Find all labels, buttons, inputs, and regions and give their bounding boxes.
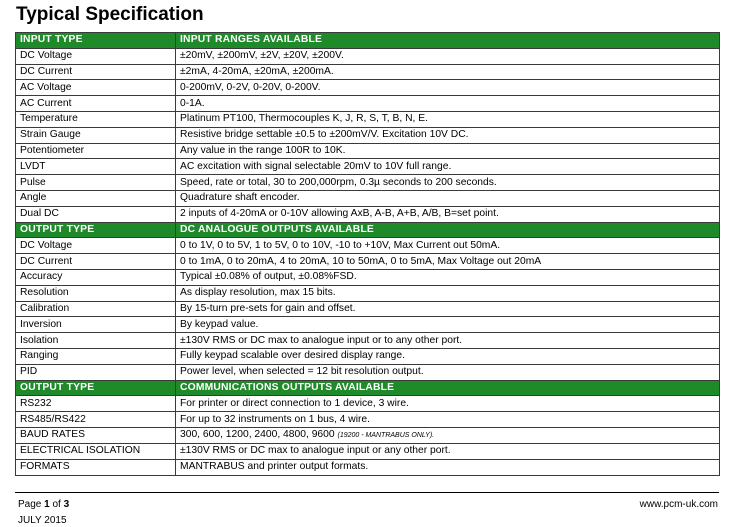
spec-type-text: Resolution xyxy=(20,287,69,299)
spec-value-cell xyxy=(176,80,720,96)
table-row xyxy=(16,301,720,317)
spec-value-text: 0-200mV, 0-2V, 0-20V, 0-200V. xyxy=(180,81,321,93)
spec-value-cell xyxy=(176,443,720,459)
spec-type-text: Inversion xyxy=(20,318,62,330)
spec-value-text: For up to 32 instruments on 1 bus, 4 wire. xyxy=(180,413,371,425)
spec-type-cell xyxy=(16,111,176,127)
spec-type-text: PID xyxy=(20,366,38,378)
spec-value-text: By 15-turn pre-sets for gain and offset. xyxy=(180,302,356,314)
spec-value-cell xyxy=(176,111,720,127)
spec-value-text: 300, 600, 1200, 2400, 4800, 9600 xyxy=(180,428,335,440)
spec-value-cell xyxy=(176,285,720,301)
spec-type-cell xyxy=(16,348,176,364)
section-ranges-header: DC ANALOGUE OUTPUTS AVAILABLE xyxy=(176,222,720,238)
spec-type-text: Angle xyxy=(20,192,47,204)
spec-type-cell xyxy=(16,254,176,270)
spec-type-cell xyxy=(16,96,176,112)
table-row xyxy=(16,206,720,222)
page-number xyxy=(18,499,69,510)
spec-type-cell xyxy=(16,175,176,191)
table-row xyxy=(16,396,720,412)
spec-value-text: Power level, when selected = 12 bit resolution output. xyxy=(180,366,424,378)
spec-value-cell xyxy=(176,333,720,349)
spec-value-cell xyxy=(176,364,720,380)
spec-value-text: For printer or direct connection to 1 device, 3 wire. xyxy=(180,397,409,409)
spec-type-text: Accuracy xyxy=(20,271,63,283)
section-header-row xyxy=(16,222,720,238)
spec-type-text: Calibration xyxy=(20,302,70,314)
spec-value-text: Speed, rate or total, 30 to 200,000rpm, 0.3µ seconds to 200 seconds. xyxy=(180,176,497,188)
spec-type-cell xyxy=(16,190,176,206)
spec-value-cell xyxy=(176,427,720,443)
spec-type-cell xyxy=(16,143,176,159)
spec-value-text: ±130V RMS or DC max to analogue input or to any other port. xyxy=(180,334,463,346)
spec-value-text: Fully keypad scalable over desired display range. xyxy=(180,350,405,362)
page-prefix: Page xyxy=(18,499,42,510)
spec-type-text: AC Current xyxy=(20,97,72,109)
table-row xyxy=(16,333,720,349)
spec-type-cell xyxy=(16,412,176,428)
spec-type-text: LVDT xyxy=(20,160,46,172)
spec-type-text: Pulse xyxy=(20,176,46,188)
spec-value-text: Typical ±0.08% of output, ±0.08%FSD. xyxy=(180,271,357,283)
website-url[interactable]: www.pcm-uk.com xyxy=(639,499,718,510)
spec-value-text: By keypad value. xyxy=(180,318,259,330)
spec-value-text: ±130V RMS or DC max to analogue input or any other port. xyxy=(180,445,451,457)
spec-value-text: ±2mA, 4-20mA, ±20mA, ±200mA. xyxy=(180,65,334,77)
spec-type-text: Dual DC xyxy=(20,208,59,220)
spec-type-text: AC Voltage xyxy=(20,81,72,93)
spec-value-cell xyxy=(176,175,720,191)
table-row xyxy=(16,238,720,254)
table-row xyxy=(16,127,720,143)
table-row xyxy=(16,269,720,285)
spec-value-text: Resistive bridge settable ±0.5 to ±200mV/V. Excitation 10V DC. xyxy=(180,129,469,141)
spec-value-cell xyxy=(176,317,720,333)
spec-type-cell xyxy=(16,238,176,254)
spec-type-cell xyxy=(16,459,176,475)
page-current: 1 xyxy=(44,499,50,510)
spec-type-text: BAUD RATES xyxy=(20,429,86,441)
spec-value-cell xyxy=(176,348,720,364)
spec-type-cell xyxy=(16,443,176,459)
spec-type-text: RS232 xyxy=(20,397,52,409)
footer-divider xyxy=(15,492,719,493)
spec-type-cell xyxy=(16,206,176,222)
spec-value-cell xyxy=(176,238,720,254)
spec-value-cell xyxy=(176,301,720,317)
spec-value-cell xyxy=(176,412,720,428)
spec-type-text: Ranging xyxy=(20,350,59,362)
spec-type-text: DC Current xyxy=(20,65,73,77)
spec-value-text: Any value in the range 100R to 10K. xyxy=(180,144,346,156)
page-of: of xyxy=(52,499,61,510)
table-row xyxy=(16,254,720,270)
page-title: Typical Specification xyxy=(16,4,204,25)
table-row xyxy=(16,412,720,428)
table-row xyxy=(16,190,720,206)
spec-value-cell xyxy=(176,48,720,64)
spec-type-text: ELECTRICAL ISOLATION xyxy=(20,445,141,457)
spec-value-text: 0-1A. xyxy=(180,97,205,109)
spec-value-cell xyxy=(176,254,720,270)
spec-type-cell xyxy=(16,364,176,380)
section-header-row xyxy=(16,380,720,396)
baud-rate-note: (19200 - MANTRABUS ONLY). xyxy=(337,431,435,439)
table-row xyxy=(16,111,720,127)
table-row xyxy=(16,64,720,80)
spec-type-text: DC Current xyxy=(20,255,73,267)
spec-type-cell xyxy=(16,127,176,143)
spec-type-text: FORMATS xyxy=(20,461,70,473)
spec-type-cell xyxy=(16,285,176,301)
spec-type-text: Temperature xyxy=(20,113,78,125)
spec-value-text: 0 to 1V, 0 to 5V, 1 to 5V, 0 to 10V, -10 to +10V, Max Current out 50mA. xyxy=(180,239,501,251)
spec-type-cell xyxy=(16,317,176,333)
spec-type-cell xyxy=(16,48,176,64)
spec-value-cell xyxy=(176,96,720,112)
spec-value-cell xyxy=(176,396,720,412)
table-row xyxy=(16,80,720,96)
table-row xyxy=(16,443,720,459)
spec-type-text: RS485/RS422 xyxy=(20,413,86,425)
page-total: 3 xyxy=(63,499,70,510)
spec-value-text: AC excitation with signal selectable 20mV to 10V full range. xyxy=(180,160,452,172)
spec-type-cell xyxy=(16,159,176,175)
spec-value-cell xyxy=(176,127,720,143)
section-header-row xyxy=(16,33,720,49)
spec-value-text: As display resolution, max 15 bits. xyxy=(180,287,336,299)
table-row xyxy=(16,285,720,301)
spec-type-text: DC Voltage xyxy=(20,239,73,251)
spec-type-cell xyxy=(16,396,176,412)
section-type-header: INPUT TYPE xyxy=(16,33,176,49)
spec-type-text: Isolation xyxy=(20,334,59,346)
table-row xyxy=(16,317,720,333)
table-row xyxy=(16,364,720,380)
spec-value-text: 2 inputs of 4-20mA or 0-10V allowing AxB, A-B, A+B, A/B, B=set point. xyxy=(180,208,499,220)
table-row xyxy=(16,48,720,64)
section-type-header: OUTPUT TYPE xyxy=(16,222,176,238)
spec-type-cell xyxy=(16,269,176,285)
table-row xyxy=(16,427,720,443)
table-row xyxy=(16,143,720,159)
spec-value-cell xyxy=(176,143,720,159)
spec-type-text: Strain Gauge xyxy=(20,129,81,141)
table-row xyxy=(16,459,720,475)
spec-type-cell xyxy=(16,80,176,96)
spec-type-text: Potentiometer xyxy=(20,144,85,156)
spec-value-text: 0 to 1mA, 0 to 20mA, 4 to 20mA, 10 to 50mA, 0 to 5mA, Max Voltage out 20mA xyxy=(180,255,542,267)
document-date: JULY 2015 xyxy=(18,515,67,526)
table-row xyxy=(16,96,720,112)
spec-type-cell xyxy=(16,301,176,317)
spec-value-text: MANTRABUS and printer output formats. xyxy=(180,461,369,473)
spec-type-text: DC Voltage xyxy=(20,50,73,62)
section-ranges-header: COMMUNICATIONS OUTPUTS AVAILABLE xyxy=(176,380,720,396)
table-row xyxy=(16,159,720,175)
spec-value-cell xyxy=(176,459,720,475)
spec-value-cell xyxy=(176,190,720,206)
table-row xyxy=(16,348,720,364)
spec-value-cell xyxy=(176,269,720,285)
spec-value-text: ±20mV, ±200mV, ±2V, ±20V, ±200V. xyxy=(180,50,344,62)
spec-value-cell xyxy=(176,64,720,80)
spec-value-text: Quadrature shaft encoder. xyxy=(180,192,300,204)
spec-value-cell xyxy=(176,206,720,222)
spec-type-cell xyxy=(16,64,176,80)
specification-table xyxy=(15,32,720,476)
section-ranges-header: INPUT RANGES AVAILABLE xyxy=(176,33,720,49)
section-type-header: OUTPUT TYPE xyxy=(16,380,176,396)
spec-value-cell xyxy=(176,159,720,175)
spec-type-cell xyxy=(16,427,176,443)
spec-type-cell xyxy=(16,333,176,349)
table-row xyxy=(16,175,720,191)
spec-value-text: Platinum PT100, Thermocouples K, J, R, S, T, B, N, E. xyxy=(180,113,428,125)
